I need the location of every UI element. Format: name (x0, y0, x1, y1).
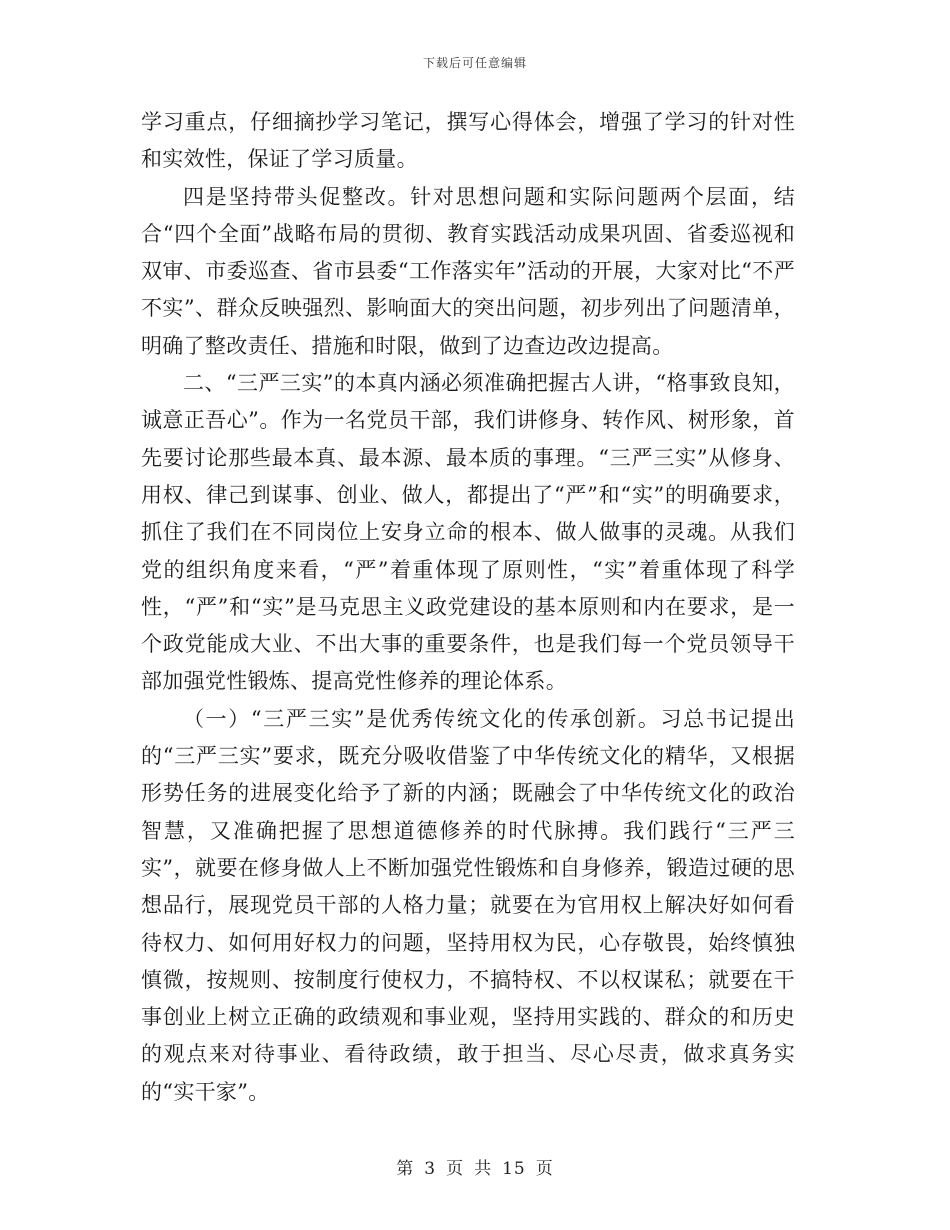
footer-suffix: 页 (535, 1159, 554, 1179)
footer-total-word: 共 (474, 1159, 493, 1179)
document-body (141, 104, 795, 1111)
footer-prefix: 第 (396, 1159, 415, 1179)
paragraph-continuation: 学习重点，仔细摘抄学习笔记，撰写心得体会，增强了学习的针对性和实效性，保证了学习质量。 (141, 110, 795, 172)
page-header: 下载后可任意编辑 (422, 56, 527, 70)
paragraph-section-two: 二、“三严三实”的本真内涵必须准确把握古人讲，“格事致良知，诚意正吾心”。作为一名党员干部，我们讲修身、转作风、树形象，首先要讨论那些最本真、最本源、最本质的事理。“三严三实”从修身、用权、律己到谋事、创业、做人，都提出了“严”和“实”的明确要求，抓住了我们在不同岗位上安身立命的根本、做人做事的灵魂。从我们党的组织角度来看，“严”着重体现了原则性，“实”着重体现了科学性，“严”和“实”是马克思主义政党建设的基本原则和内在要求，是一个政党能成大业、不出大事的重要条件，也是我们每一个党员领导干部加强党性锻炼、提高党性修养的理论体系。 (141, 371, 795, 694)
page-footer (0, 1154, 950, 1179)
footer-total-pages: 15 (502, 1159, 526, 1179)
paragraph-subsection-one: （一）“三严三实”是优秀传统文化的传承创新。习总书记提出的“三严三实”要求，既充分吸收借鉴了中华传统文化的精华，又根据形势任务的进展变化给予了新的内涵；既融会了中华传统文化的政治智慧，又准确把握了思想道德修养的时代脉搏。我们践行“三严三实”，就要在修身做人上不断加强党性锻炼和自身修养，锻造过硬的思想品行，展现党员干部的人格力量；就要在为官用权上解决好如何看待权力、如何用好权力的问题，坚持用权为民，心存敬畏，始终慎独慎微，按规则、按制度行使权力，不搞特权、不以权谋私；就要在干事创业上树立正确的政绩观和事业观，坚持用实践的、群众的和历史的观点来对待事业、看待政绩，敢于担当、尽心尽责，做求真务实的“实干家”。 (141, 706, 795, 1104)
footer-page-word: 页 (446, 1159, 465, 1179)
footer-current-page: 3 (424, 1159, 437, 1179)
paragraph-rectification: 四是坚持带头促整改。针对思想问题和实际问题两个层面，结合“四个全面”战略布局的贯彻、教育实践活动成果巩固、省委巡视和双审、市委巡查、省市县委“工作落实年”活动的开展，大家对比“不严不实”、群众反映强烈、影响面大的突出问题，初步列出了问题清单，明确了整改责任、措施和时限，做到了边查边改边提高。 (141, 184, 795, 358)
